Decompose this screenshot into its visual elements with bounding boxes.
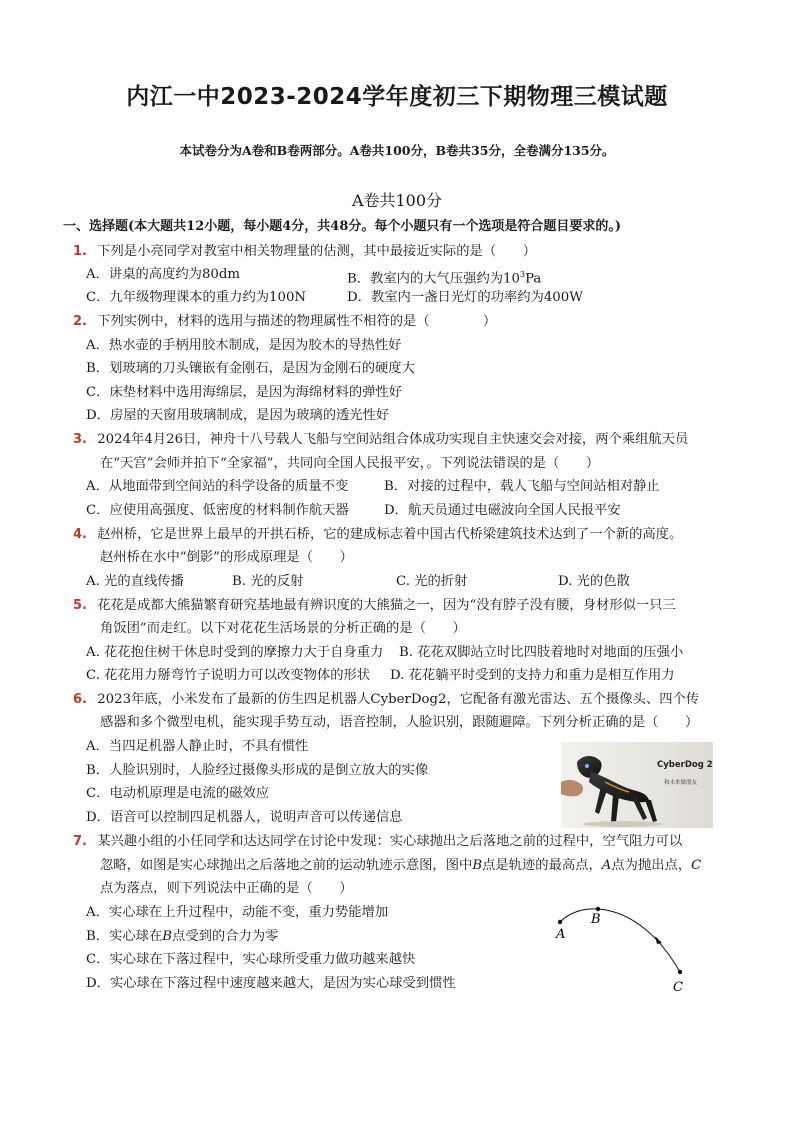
option-c: C．电动机原理是电流的磁效应	[86, 786, 270, 801]
question-stem: 下列实例中，材料的选用与描述的物理属性不相符的是（ ）	[97, 314, 497, 329]
stem-part: 点是轨迹的最高点，	[482, 858, 602, 873]
question-number: 1.	[73, 244, 87, 259]
question-stem-cont: 角饭团”而走红。以下对花花生活场景的分析正确的是（ ）	[100, 621, 466, 636]
exam-title: 内江一中2023-2024学年度初三下期物理三模试题	[126, 84, 668, 110]
question-2	[73, 313, 496, 331]
option-b: B. 光的反射	[232, 574, 304, 589]
option-b: B．划玻璃的刀头镶嵌有金刚石，是因为金刚石的硬度大	[86, 361, 415, 376]
question-number: 5.	[73, 598, 87, 613]
arrow-mark	[655, 936, 662, 944]
trajectory-figure	[548, 900, 708, 995]
option-b-unit: Pa	[525, 271, 542, 287]
point-c: C	[691, 858, 702, 873]
option-b	[347, 266, 541, 288]
part1-heading: 一、选择题(本大题共12小题，每小题4分，共48分。每个小题只有一个选项是符合题目要求的。)	[63, 219, 622, 234]
point-a-dot	[558, 920, 562, 924]
question-stem: 2024年4月26日，神舟十八号载人飞船与空间站组合体成功实现自主快速交会对接，两个乘组航天员	[97, 432, 689, 447]
option-b: B．对接的过程中，载人飞船与空间站相对静止	[384, 479, 660, 494]
option-a: A．热水壶的手柄用胶木制成，是因为胶木的导热性好	[86, 338, 402, 353]
point-b-dot	[596, 907, 600, 911]
option-c: C. 花花用力掰弯竹子说明力可以改变物体的形状	[86, 668, 371, 683]
question-stem-cont: 赵州桥在水中“倒影”的形成原理是（ ）	[100, 550, 353, 565]
question-7	[73, 833, 682, 851]
label-b: B	[591, 912, 601, 927]
stem-part: 点为抛出点，	[611, 858, 692, 873]
option-c: C．九年级物理课本的重力约为100N	[86, 290, 307, 305]
option-a: A. 光的直线传播	[86, 574, 184, 589]
question-stem-cont	[100, 857, 701, 875]
option-d: D．教室内一盏日光灯的功率约为400W	[347, 290, 583, 305]
label-c: C	[673, 980, 683, 995]
option-b-rest: 点受到的合力为零	[172, 929, 279, 944]
stem-part: 忽略，如图是实心球抛出之后落地之前的运动轨迹示意图，图中	[100, 858, 473, 873]
option-c: C. 光的折射	[396, 574, 468, 589]
exam-intro: 本试卷分为A卷和B卷两部分。A卷共100分，B卷共35分，全卷满分135分。	[179, 143, 615, 158]
option-b	[86, 928, 278, 946]
option-b: B. 花花双脚站立时比四肢着地时对地面的压强小	[399, 645, 684, 660]
robot-slogan: 和未来做朋友	[664, 780, 698, 786]
question-stem: 花花是成都大熊猫繁育研究基地最有辨识度的大熊猫之一，因为“没有脖子没有腰，身材形似一只三	[97, 598, 676, 613]
question-5	[73, 597, 676, 615]
option-a: A．实心球在上升过程中，动能不变，重力势能增加	[86, 905, 389, 920]
option-d: D. 花花躺平时受到的支持力和重力是相互作用力	[390, 668, 675, 683]
label-a: A	[556, 927, 566, 942]
question-6	[73, 691, 699, 709]
option-d: D．房屋的天窗用玻璃制成，是因为玻璃的透光性好	[86, 408, 390, 423]
option-b-text: B．实心球在	[86, 929, 163, 944]
question-3	[73, 431, 688, 449]
option-d: D．语音可以控制四足机器人，说明声音可以传递信息	[86, 810, 403, 825]
trajectory-curve	[560, 909, 680, 972]
section-a-heading: A卷共100分	[351, 191, 443, 210]
question-stem: 下列是小亮同学对教室中相关物理量的估测，其中最接近实际的是（ ）	[97, 244, 537, 259]
option-c: C．实心球在下落过程中，实心球所受重力做功越来越快	[86, 952, 416, 967]
point-a: A	[601, 858, 612, 873]
option-a: A．当四足机器人静止时，不具有惯性	[86, 739, 309, 754]
question-number: 6.	[73, 692, 87, 707]
robot-brand: CyberDog 2	[657, 760, 713, 770]
question-stem: 2023年底，小米发布了最新的仿生四足机器人CyberDog2，它配备有激光雷达、五个摄像头、四个传	[97, 692, 700, 707]
option-a: A．讲桌的高度约为80dm	[86, 267, 241, 282]
point-c-dot	[678, 970, 682, 974]
option-a: A．从地面带到空间站的科学设备的质量不变	[86, 479, 349, 494]
question-number: 2.	[73, 314, 87, 329]
question-number: 4.	[73, 527, 87, 542]
question-1	[73, 243, 536, 261]
option-b-text: B．教室内的大气压强约为10	[347, 271, 520, 287]
question-stem-cont: 在“天宫”会师并拍下“全家福”，共同向全国人民报平安，。下列说法错误的是（ ）	[100, 456, 600, 471]
question-stem: 赵州桥，它是世界上最早的开拱石桥，它的建成标志着中国古代桥梁建筑技术达到了一个新的高度。	[97, 527, 683, 542]
option-d: D．航天员通过电磁波向全国人民报平安	[384, 503, 621, 518]
question-number: 3.	[73, 432, 87, 447]
option-d: D．实心球在下落过程中速度越来越大，是因为实心球受到惯性	[86, 976, 456, 991]
question-4	[73, 526, 682, 544]
option-b-exponent: 3	[519, 270, 526, 279]
option-c: C．应使用高强度、低密度的材料制作航天器	[86, 503, 349, 518]
option-c: C．床垫材料中选用海绵层，是因为海绵材料的弹性好	[86, 385, 403, 400]
option-d: D. 光的色散	[558, 574, 630, 589]
question-number: 7.	[73, 834, 87, 849]
question-stem: 某兴趣小组的小任同学和达达同学在讨论中发现：实心球抛出之后落地之前的过程中，空气阻力可以	[97, 834, 683, 849]
point-b: B	[162, 929, 173, 944]
cyberdog-photo	[561, 742, 713, 828]
question-stem-cont: 点为落点，则下列说法中正确的是（ ）	[100, 881, 353, 896]
option-b: B．人脸识别时，人脸经过摄像头形成的是倒立放大的实像	[86, 763, 429, 778]
question-stem-cont: 感器和多个微型电机，能实现手势互动，语音控制，人脸识别，跟随避障。下列分析正确的是（ ）	[100, 715, 699, 730]
option-a: A. 花花抱住树干休息时受到的摩擦力大于自身重力	[86, 645, 384, 660]
point-b: B	[472, 858, 483, 873]
